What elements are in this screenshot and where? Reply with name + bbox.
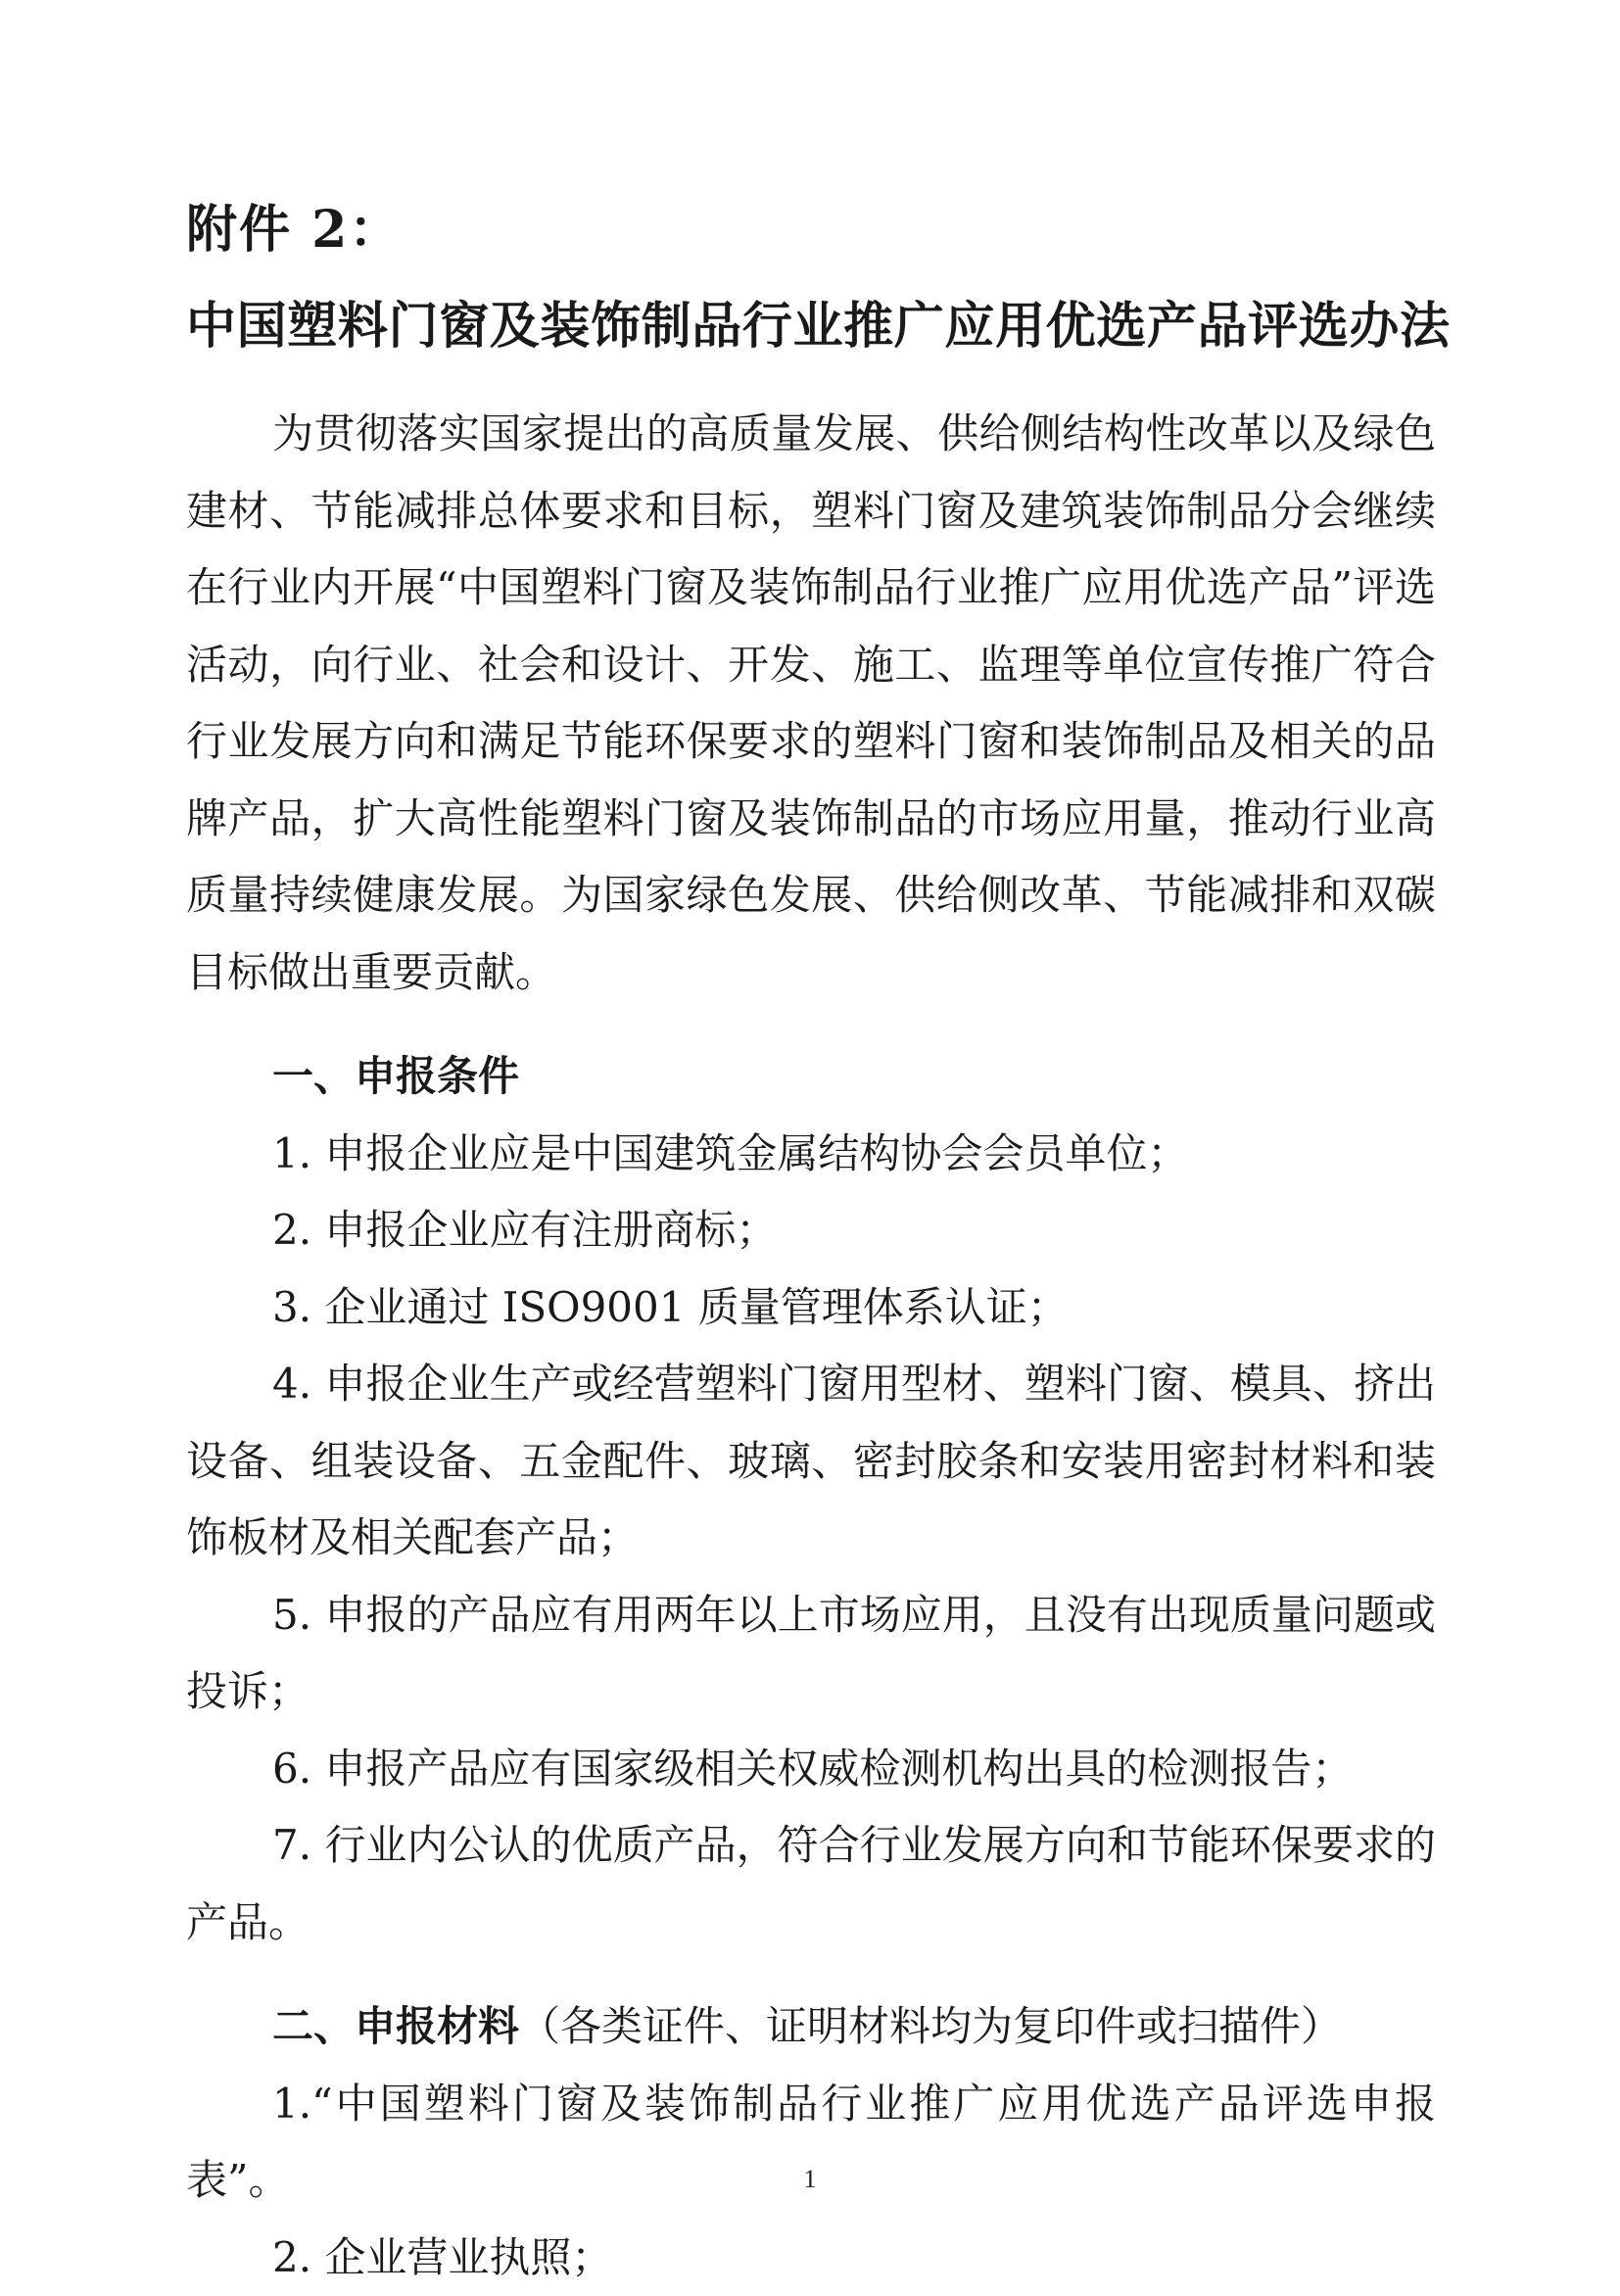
section1-item-5: 5. 申报的产品应有用两年以上市场应用，且没有出现质量问题或投诉；	[186, 1577, 1436, 1731]
section1-heading: 一、申报条件	[186, 1038, 1436, 1116]
spacer	[186, 1961, 1436, 1988]
section1-item-1: 1. 申报企业应是中国建筑金属结构协会会员单位；	[186, 1116, 1436, 1193]
spacer	[186, 1011, 1436, 1038]
intro-paragraph: 为贯彻落实国家提出的高质量发展、供给侧结构性改革以及绿色建材、节能减排总体要求和目标，塑料门窗及建筑装饰制品分会继续在行业内开展“中国塑料门窗及装饰制品行业推广应用优选产品”评选活动，向行业、社会和设计、开发、施工、监理等单位宣传推广符合行业发展方向和满足节能环保要求的塑料门窗和装饰制品及相关的品牌产品，扩大高性能塑料门窗及装饰制品的市场应用量，推动行业高质量持续健康发展。为国家绿色发展、供给侧改革、节能减排和双碳目标做出重要贡献。	[186, 396, 1436, 1011]
section1-item-4: 4. 申报企业生产或经营塑料门窗用型材、塑料门窗、模具、挤出设备、组装设备、五金配件、玻璃、密封胶条和安装用密封材料和装饰板材及相关配套产品；	[186, 1346, 1436, 1577]
document-body	[186, 396, 1436, 2296]
section2-item-2: 2. 企业营业执照；	[186, 2220, 1436, 2296]
section1-item-7: 7. 行业内公认的优质产品，符合行业发展方向和节能环保要求的产品。	[186, 1807, 1436, 1961]
section2-item-1: 1.“中国塑料门窗及装饰制品行业推广应用优选产品评选申报表”。	[186, 2066, 1436, 2220]
section2-heading: 二、申报材料	[272, 2002, 519, 2050]
section1-item-3: 3. 企业通过 ISO9001 质量管理体系认证；	[186, 1269, 1436, 1347]
section1-item-6: 6. 申报产品应有国家级相关权威检测机构出具的检测报告；	[186, 1731, 1436, 1808]
document-title: 中国塑料门窗及装饰制品行业推广应用优选产品评选办法	[186, 292, 1450, 360]
section1-item-2: 2. 申报企业应有注册商标；	[186, 1192, 1436, 1269]
page-number: 1	[0, 2165, 1620, 2194]
section2-note: （各类证件、证明材料均为复印件或扫描件）	[519, 2002, 1342, 2050]
attachment-label: 附件 2：	[186, 196, 402, 264]
section2-heading-line	[186, 1988, 1436, 2066]
